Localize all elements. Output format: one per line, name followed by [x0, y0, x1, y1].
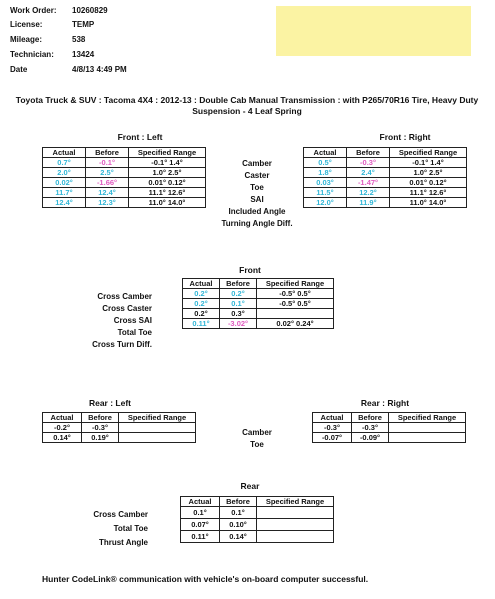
rear-left-camber-actual: -0.2°	[43, 423, 82, 433]
license-label: License:	[10, 20, 43, 29]
front-left-included-actual: 12.4°	[43, 198, 86, 208]
rear-total-toe-range	[257, 519, 334, 531]
front-right-title: Front : Right	[379, 132, 431, 142]
front-right-included-actual: 12.0°	[304, 198, 347, 208]
front-right-included-range: 11.0° 14.0°	[390, 198, 467, 208]
rear-left-toe-range	[119, 433, 196, 443]
rear-cross-table	[180, 496, 334, 543]
total-toe-actual: 0.11°	[183, 319, 220, 329]
table-row	[304, 188, 467, 198]
table-row	[181, 531, 334, 543]
table-row	[181, 519, 334, 531]
front-left-included-before: 12.3°	[86, 198, 129, 208]
date-value: 4/8/13 4:49 PM	[72, 65, 127, 74]
rear-right-camber-actual: -0.3°	[313, 423, 352, 433]
front-cross-labels	[60, 291, 152, 351]
cross-sai-actual: 0.2°	[183, 309, 220, 319]
front-left-caster-before: 2.5°	[86, 168, 129, 178]
front-labels	[212, 158, 302, 230]
col-before: Before	[347, 148, 390, 158]
table-row	[183, 299, 334, 309]
front-right-sai-actual: 11.5°	[304, 188, 347, 198]
front-left-toe-actual: 0.02°	[43, 178, 86, 188]
work-order-value: 10260829	[72, 6, 108, 15]
col-actual: Actual	[43, 148, 86, 158]
cross-sai-before: 0.3°	[220, 309, 257, 319]
front-right-toe-before: -1.47°	[347, 178, 390, 188]
label-rear-toe: Toe	[250, 440, 264, 449]
rear-right-camber-range	[389, 423, 466, 433]
table-row	[313, 423, 466, 433]
rear-cross-camber-before: 0.1°	[220, 507, 257, 519]
front-left-caster-actual: 2.0°	[43, 168, 86, 178]
codelink-footer: Hunter CodeLink® communication with vehicle's on-board computer successful.	[42, 574, 369, 584]
front-right-camber-range: -0.1° 1.4°	[390, 158, 467, 168]
front-right-caster-range: 1.0° 2.5°	[390, 168, 467, 178]
total-toe-range: 0.02° 0.24°	[257, 319, 334, 329]
table-row	[43, 188, 206, 198]
table-header-row	[181, 497, 334, 507]
col-range: Specified Range	[119, 413, 196, 423]
cross-camber-range: -0.5° 0.5°	[257, 289, 334, 299]
table-row	[313, 433, 466, 443]
front-title: Front	[239, 265, 261, 275]
front-right-camber-actual: 0.5°	[304, 158, 347, 168]
table-row	[43, 433, 196, 443]
cross-caster-before: 0.1°	[220, 299, 257, 309]
front-cross-table	[182, 278, 334, 329]
col-before: Before	[86, 148, 129, 158]
front-left-camber-range: -0.1° 1.4°	[129, 158, 206, 168]
col-before: Before	[352, 413, 389, 423]
label-toe: Toe	[250, 183, 264, 192]
cross-caster-range: -0.5° 0.5°	[257, 299, 334, 309]
label-cross-caster: Cross Caster	[102, 304, 152, 313]
technician-value: 13424	[72, 50, 95, 59]
work-order-label: Work Order:	[10, 6, 57, 15]
mileage-value: 538	[72, 35, 86, 44]
col-before: Before	[220, 497, 257, 507]
table-row	[43, 198, 206, 208]
label-cross-turn-diff: Cross Turn Diff.	[92, 340, 152, 349]
col-range: Specified Range	[129, 148, 206, 158]
sticky-note	[276, 6, 471, 56]
rear-cross-camber-actual: 0.1°	[181, 507, 220, 519]
front-right-sai-before: 12.2°	[347, 188, 390, 198]
col-range: Specified Range	[389, 413, 466, 423]
table-row	[43, 158, 206, 168]
table-row	[181, 507, 334, 519]
rear-right-title: Rear : Right	[360, 398, 410, 408]
front-right-included-before: 11.9°	[347, 198, 390, 208]
front-left-table	[42, 147, 206, 208]
front-left-caster-range: 1.0° 2.5°	[129, 168, 206, 178]
col-before: Before	[220, 279, 257, 289]
label-turning-angle-diff: Turning Angle Diff.	[221, 219, 293, 228]
table-row	[304, 158, 467, 168]
rear-left-table	[42, 412, 196, 443]
rear-labels	[222, 427, 292, 451]
cross-camber-before: 0.2°	[220, 289, 257, 299]
vehicle-title-line2: Suspension - 4 Leaf Spring	[192, 106, 302, 116]
thrust-angle-actual: 0.11°	[181, 531, 220, 543]
front-right-camber-before: -0.3°	[347, 158, 390, 168]
table-row	[183, 309, 334, 319]
label-included-angle: Included Angle	[228, 207, 286, 216]
table-header-row	[313, 413, 466, 423]
col-actual: Actual	[313, 413, 352, 423]
rear-left-camber-before: -0.3°	[82, 423, 119, 433]
rear-left-toe-actual: 0.14°	[43, 433, 82, 443]
thrust-angle-range	[257, 531, 334, 543]
label-rear-cross-camber: Cross Camber	[93, 510, 148, 519]
label-cross-sai: Cross SAI	[113, 316, 152, 325]
table-row	[43, 168, 206, 178]
rear-left-title: Rear : Left	[88, 398, 132, 408]
rear-left-toe-before: 0.19°	[82, 433, 119, 443]
table-header-row	[43, 148, 206, 158]
license-value: TEMP	[72, 20, 95, 29]
rear-right-table	[312, 412, 466, 443]
rear-right-camber-before: -0.3°	[352, 423, 389, 433]
col-actual: Actual	[43, 413, 82, 423]
rear-right-toe-range	[389, 433, 466, 443]
front-left-toe-range: 0.01° 0.12°	[129, 178, 206, 188]
label-rear-camber: Camber	[242, 428, 272, 437]
front-right-table	[303, 147, 467, 208]
label-camber: Camber	[242, 159, 272, 168]
col-range: Specified Range	[257, 497, 334, 507]
table-header-row	[304, 148, 467, 158]
table-row	[43, 423, 196, 433]
date-label: Date	[10, 65, 28, 74]
front-left-sai-before: 12.4°	[86, 188, 129, 198]
label-cross-camber: Cross Camber	[97, 292, 152, 301]
front-left-included-range: 11.0° 14.0°	[129, 198, 206, 208]
front-right-toe-range: 0.01° 0.12°	[390, 178, 467, 188]
front-right-caster-actual: 1.8°	[304, 168, 347, 178]
label-total-toe: Total Toe	[117, 328, 152, 337]
table-header-row	[183, 279, 334, 289]
front-right-caster-before: 2.4°	[347, 168, 390, 178]
front-right-sai-range: 11.1° 12.6°	[390, 188, 467, 198]
rear-title: Rear	[240, 481, 260, 491]
cross-camber-actual: 0.2°	[183, 289, 220, 299]
col-before: Before	[82, 413, 119, 423]
vehicle-title-line1: Toyota Truck & SUV : Tacoma 4X4 : 2012-13 : Double Cab Manual Transmission : with P265/70R16 Tire, Heavy Duty	[15, 95, 479, 105]
table-row	[43, 178, 206, 188]
label-rear-total-toe: Total Toe	[113, 524, 148, 533]
front-left-camber-actual: 0.7°	[43, 158, 86, 168]
cross-caster-actual: 0.2°	[183, 299, 220, 309]
front-left-sai-actual: 11.7°	[43, 188, 86, 198]
table-row	[304, 198, 467, 208]
table-header-row	[43, 413, 196, 423]
table-row	[183, 319, 334, 329]
rear-left-camber-range	[119, 423, 196, 433]
col-actual: Actual	[181, 497, 220, 507]
vehicle-title	[8, 95, 486, 117]
cross-sai-range	[257, 309, 334, 319]
label-caster: Caster	[244, 171, 270, 180]
label-thrust-angle: Thrust Angle	[98, 538, 148, 547]
table-row	[304, 168, 467, 178]
mileage-label: Mileage:	[10, 35, 43, 44]
label-sai: SAI	[250, 195, 264, 204]
front-left-sai-range: 11.1° 12.6°	[129, 188, 206, 198]
front-left-toe-before: -1.66°	[86, 178, 129, 188]
col-range: Specified Range	[390, 148, 467, 158]
total-toe-before: -3.02°	[220, 319, 257, 329]
col-range: Specified Range	[257, 279, 334, 289]
rear-right-toe-before: -0.09°	[352, 433, 389, 443]
rear-right-toe-actual: -0.07°	[313, 433, 352, 443]
front-left-camber-before: -0.1°	[86, 158, 129, 168]
col-actual: Actual	[183, 279, 220, 289]
rear-total-toe-before: 0.10°	[220, 519, 257, 531]
front-left-title: Front : Left	[117, 132, 163, 142]
thrust-angle-before: 0.14°	[220, 531, 257, 543]
table-row	[304, 178, 467, 188]
rear-cross-labels	[60, 509, 148, 549]
front-right-toe-actual: 0.03°	[304, 178, 347, 188]
col-actual: Actual	[304, 148, 347, 158]
table-row	[183, 289, 334, 299]
technician-label: Technician:	[10, 50, 54, 59]
rear-cross-camber-range	[257, 507, 334, 519]
rear-total-toe-actual: 0.07°	[181, 519, 220, 531]
